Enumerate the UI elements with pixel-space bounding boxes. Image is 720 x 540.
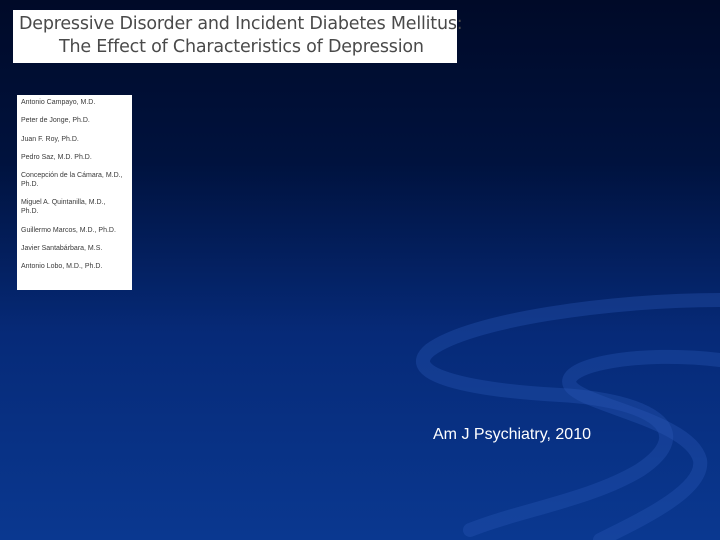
- author-entry: Juan F. Roy, Ph.D.: [21, 135, 79, 143]
- article-title-box: [13, 10, 463, 63]
- article-title-line-1: Depressive Disorder and Incident Diabetes Mellitus:: [19, 14, 463, 34]
- author-entry: Peter de Jonge, Ph.D.: [21, 117, 90, 125]
- author-entry: Pedro Saz, M.D. Ph.D.: [21, 153, 92, 161]
- author-entry: Antonio Campayo, M.D.: [21, 99, 96, 106]
- author-entry: Concepción de la Cámara, M.D., Ph.D.: [21, 172, 123, 189]
- author-list-box: [17, 95, 132, 290]
- journal-citation: Am J Psychiatry, 2010: [433, 426, 591, 443]
- author-entry: Guillermo Marcos, M.D., Ph.D.: [21, 226, 116, 234]
- article-title-line-2: The Effect of Characteristics of Depression: [59, 37, 424, 57]
- author-entry: Antonio Lobo, M.D., Ph.D.: [21, 263, 103, 271]
- author-entry: Javier Santabárbara, M.S.: [21, 245, 103, 253]
- author-entry: Miguel A. Quintanilla, M.D., Ph.D.: [21, 199, 106, 216]
